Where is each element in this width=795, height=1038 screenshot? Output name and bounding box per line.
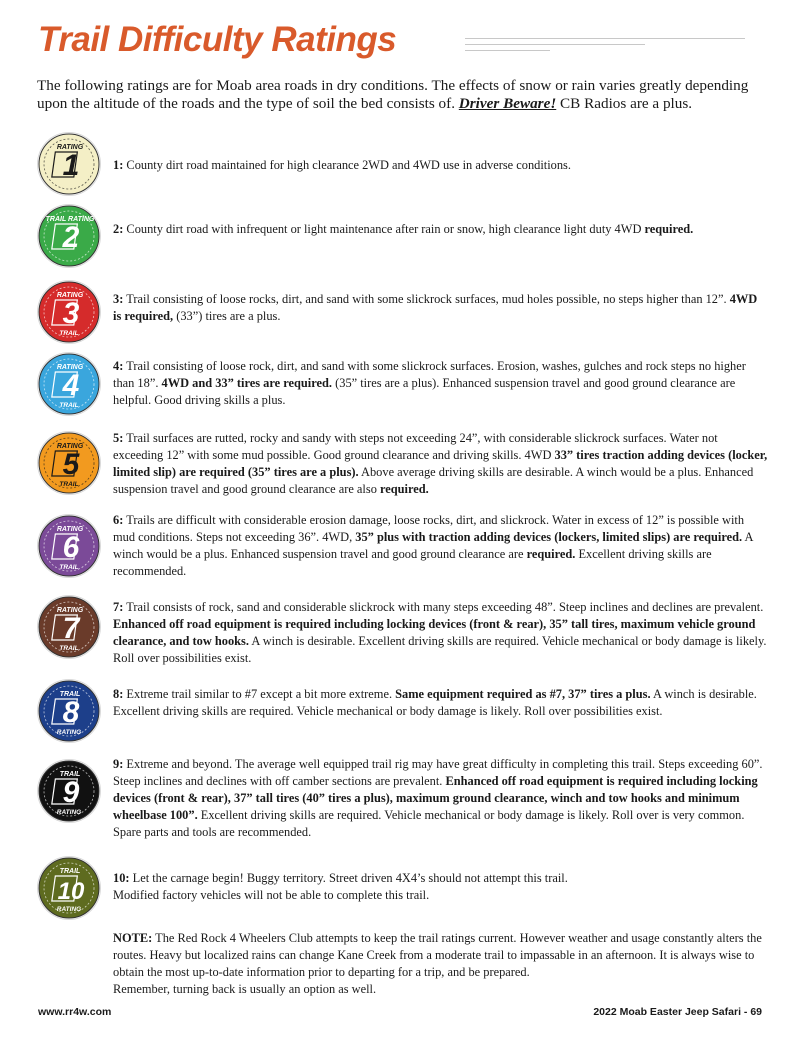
badge-5 [38,432,100,494]
rating-badge-icon [38,353,100,415]
driver-beware-warning: Driver Beware! [458,94,557,112]
svg-text:RATING: RATING [56,809,82,816]
badge-6 [38,515,100,577]
svg-text:TRAIL RATING: TRAIL RATING [45,216,95,223]
svg-text:TRAIL: TRAIL [59,645,79,652]
note-paragraph [113,930,773,998]
rating-badge-icon [38,760,100,822]
badge-2 [38,205,100,267]
rating-1-description: 1: County dirt road maintained for high clearance 2WD and 4WD use in adverse conditions. [113,158,571,172]
badge-8 [38,680,100,742]
intro-paragraph [37,77,772,112]
svg-text:RATING: RATING [56,526,84,533]
badge-1 [38,133,100,195]
svg-text:RATING: RATING [56,607,84,614]
intro-text: The following ratings are for Moab area roads in dry conditions. The effects of snow or rain varies greatly depending upon the altitude of the roads and the type of soil the bed consists of. [37,77,749,112]
rating-8-description: 8: Extreme trail similar to #7 except a bit more extreme. Same equipment required as #7, 37” tires a plus. A winch is desirable. Excellent driving skills are required. Vehicle mechanical or body damage is likely. Roll over possibilities exist. [113,687,757,718]
badge-10 [38,857,100,919]
svg-text:5: 5 [62,448,80,481]
svg-text:TRAIL: TRAIL [59,868,81,875]
footer-website: www.rr4w.com [38,1006,112,1018]
rating-badge-icon [38,857,100,919]
svg-text:RATING: RATING [56,364,84,371]
svg-text:RATING: RATING [56,144,84,151]
svg-text:TRAIL: TRAIL [59,481,79,488]
badge-9 [38,760,100,822]
rating-badge-icon [38,432,100,494]
svg-text:1: 1 [62,149,80,182]
intro-tail: CB Radios are a plus. [560,94,693,112]
svg-text:RATING: RATING [56,443,84,450]
svg-text:8: 8 [62,696,80,729]
svg-text:RATING: RATING [56,729,82,736]
rating-10-description: 10: Let the carnage begin! Buggy territory. Street driven 4X4’s should not attempt this trail. Modified factory vehicles will not be able to complete this trail. [113,871,568,902]
svg-text:TRAIL: TRAIL [59,691,81,698]
svg-text:4: 4 [62,369,80,402]
rating-4-description: 4: Trail consisting of loose rock, dirt, and sand with some slickrock surfaces. Erosion, washes, gulches and rock steps no higher than 18”. 4WD and 33” tires are required. (35” tires are a plus). Enhanced suspension travel and good ground clearance are helpful. Good driving skills a plus. [113,359,746,407]
title-rule [465,50,550,51]
rating-badge-icon [38,596,100,658]
rating-2-description: 2: County dirt road with infrequent or light maintenance after rain or snow, high clearance light duty 4WD required. [113,222,694,236]
rating-3-description: 3: Trail consisting of loose rocks, dirt, and sand with some slickrock surfaces, mud holes possible, no steps higher than 12”. 4WD is required, (33”) tires are a plus. [113,292,758,323]
badge-3 [38,281,100,343]
rating-badge-icon [38,133,100,195]
note-label: NOTE: [113,931,153,945]
note-closing: Remember, turning back is usually an option as well. [113,981,377,996]
rating-6-description: 6: Trails are difficult with considerable erosion damage, loose rocks, dirt, and slickrock. Water in excess of 12” is possible with mud conditions. Steps not exceeding 36”. 4WD, 35” plus with traction adding devices (lockers, limited slips) are required. A winch would be a plus. Enhanced suspension travel and good ground clearance are required. Excellent driving skills are recommended. [113,513,753,578]
svg-text:3: 3 [62,297,80,330]
note-text: The Red Rock 4 Wheelers Club attempts to keep the trail ratings current. However weather and usage constantly alters the routes. Heavy but localized rains can change Kane Creek from a moderate trail to impassable in an afternoon. It is always wise to obtain the most up-to-date information prior to departing for a trip, and be prepared. [113,931,762,979]
rating-5-description: 5: Trail surfaces are rutted, rocky and sandy with steps not exceeding 24”, with considerable slickrock surfaces. Water not exceeding 12” with some mud possible. Good ground clearance and driving skills. 4WD 33” tires traction adding devices (locker, limited slip) are required (35” tires are a plus). Above average driving skills are desirable. A winch would be a plus. Enhanced suspension travel and good ground clearance are also required. [113,431,768,496]
svg-text:TRAIL: TRAIL [59,330,79,337]
rating-9-description: 9: Extreme and beyond. The average well equipped trail rig may have great difficulty in completing this trail. Steps exceeding 60”. Steep inclines and declines with off camber sections are prevalent. Enhanced off road equipment is required including locking devices (front & rear), 37” tall tires (40” tires a plus), maximum ground clearance, winch and tow hooks and minimum wheelbase 100”. Excellent driving skills are required. Vehicle mechanical or body damage is likely. Roll over is very common. Spare parts and tools are recommended. [113,757,763,839]
svg-text:9: 9 [62,776,80,809]
svg-text:RATING: RATING [56,906,82,913]
rating-badge-icon [38,281,100,343]
svg-text:6: 6 [62,531,80,564]
title-rule [465,38,745,39]
badge-4 [38,353,100,415]
footer-page-info: 2022 Moab Easter Jeep Safari - 69 [593,1006,762,1018]
rating-7-description: 7: Trail consists of rock, sand and considerable slickrock with many steps exceeding 48”. Steep inclines and declines are prevalent. Enhanced off road equipment is required including locking devices (front & rear), 35” tall tires, maximum vehicle ground clearance, and tow hooks. A winch is desirable. Excellent driving skills are required. Vehicle mechanical or body damage is likely. Roll over possibilities exist. [113,600,767,665]
badge-7 [38,596,100,658]
svg-text:10: 10 [57,878,85,905]
svg-text:TRAIL: TRAIL [59,564,79,571]
rating-badge-icon [38,205,100,267]
title-rule [465,44,645,45]
svg-text:7: 7 [62,612,80,645]
svg-text:2: 2 [62,221,80,254]
rating-badge-icon [38,680,100,742]
svg-text:RATING: RATING [56,292,84,299]
page-title: Trail Difficulty Ratings [38,20,397,59]
rating-badge-icon [38,515,100,577]
svg-text:TRAIL: TRAIL [59,402,79,409]
svg-text:TRAIL: TRAIL [59,771,81,778]
